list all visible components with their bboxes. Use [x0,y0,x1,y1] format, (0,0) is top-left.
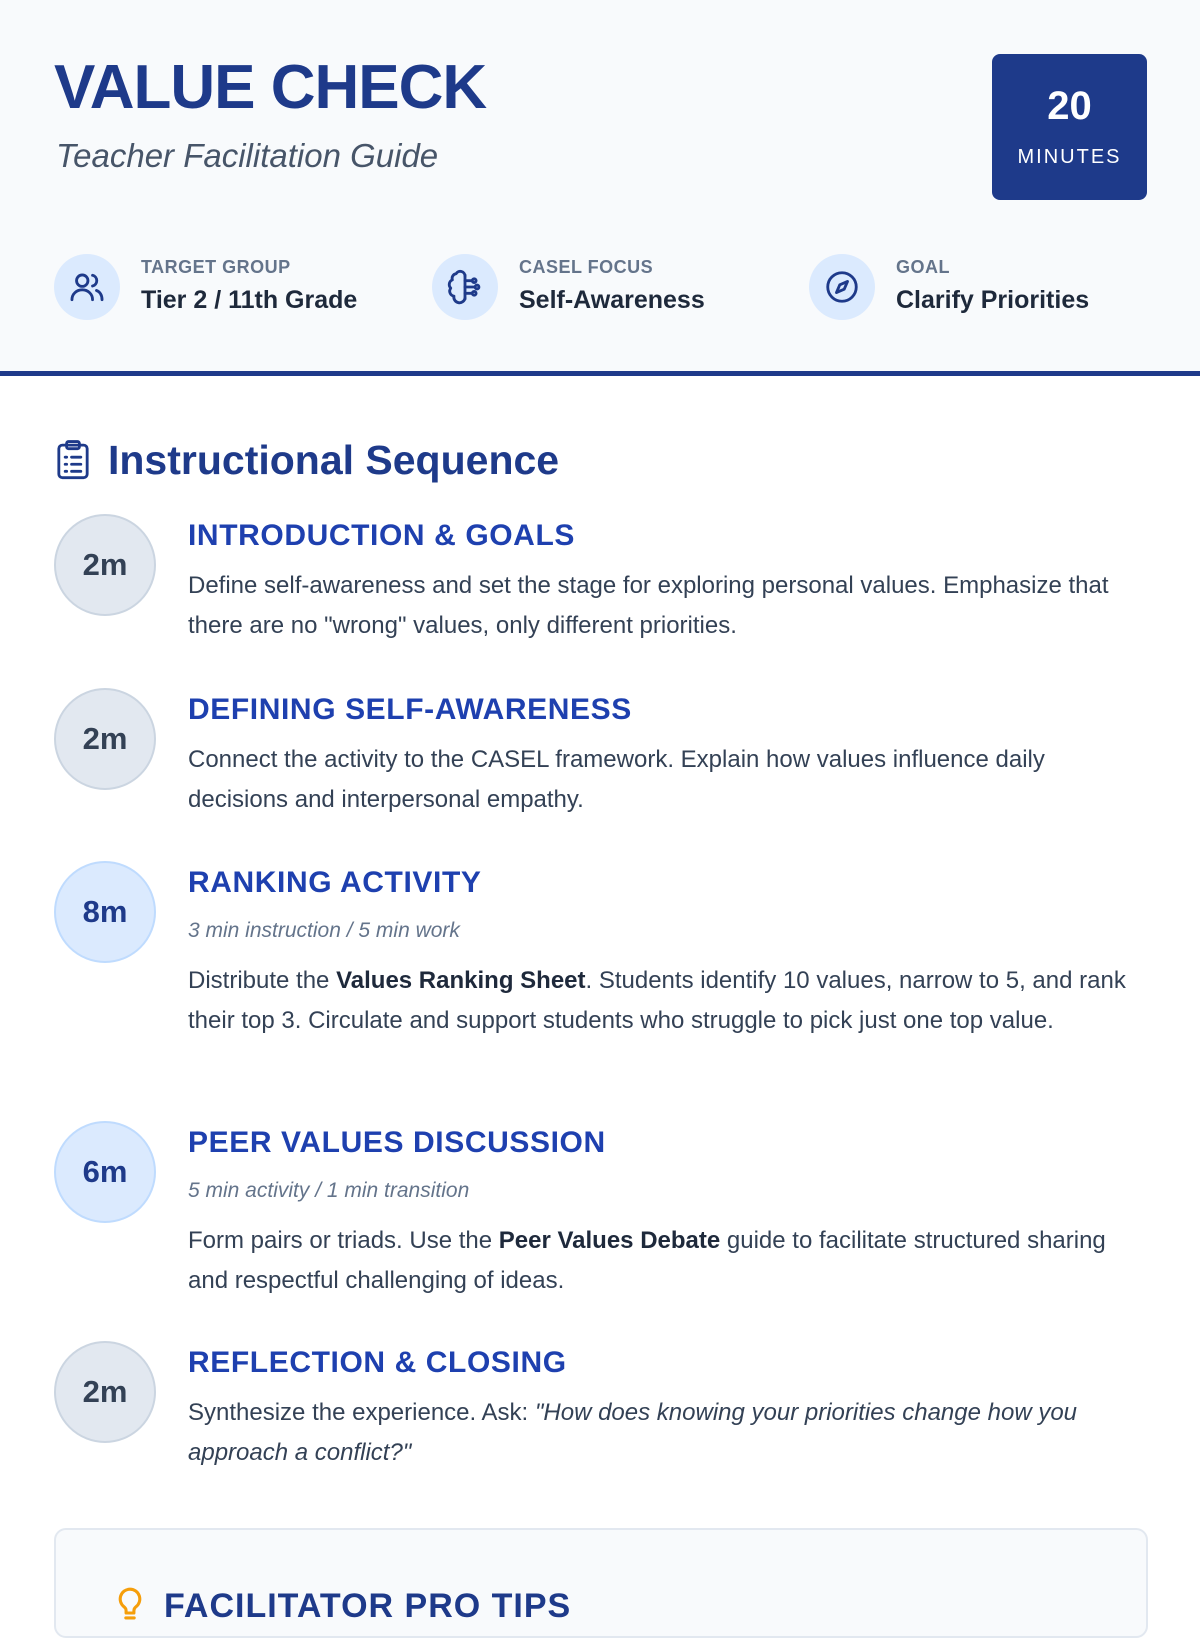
guide-header [0,0,1200,376]
section-title: Instructional Sequence [108,437,560,483]
page-subtitle: Teacher Facilitation Guide [56,137,439,174]
step-title: REFLECTION & CLOSING [188,1346,567,1379]
resource-name: Peer Values Debate [498,1227,721,1254]
resource-name: Values Ranking Sheet [336,967,586,994]
meta-goal [809,252,1139,322]
meta-target-group [54,252,384,322]
duration-number: 20 [1047,84,1092,128]
step-description: Connect the activity to the CASEL framework. Explain how values influence daily decisions and interpersonal empathy. [188,746,1045,813]
duration-unit: MINUTES [1017,146,1122,168]
step-time-badge: 2m [54,688,156,790]
meta-label: CASEL FOCUS [519,257,654,277]
sequence-step [54,514,1149,644]
step-description: Synthesize the experience. Ask: "How does knowing your priorities change how you approach a conflict?" [188,1399,1078,1466]
step-subtitle: 5 min activity / 1 min transition [188,1179,470,1202]
step-description: Form pairs or triads. Use the Peer Values Debate guide to facilitate structured sharing and respectful challenging of ideas. [188,1227,1106,1294]
meta-casel-focus [432,252,752,322]
sequence-step [54,1121,1149,1301]
sequence-step [54,688,1149,818]
meta-value: Clarify Priorities [896,286,1090,314]
brain-icon [432,254,498,320]
step-time-badge: 8m [54,861,156,963]
step-title: DEFINING SELF-AWARENESS [188,693,632,726]
page-title: VALUE CHECK [54,53,487,122]
step-time-badge: 6m [54,1121,156,1223]
step-title: INTRODUCTION & GOALS [188,519,575,552]
step-title: RANKING ACTIVITY [188,866,482,899]
duration-badge [992,54,1147,200]
step-description: Distribute the Values Ranking Sheet. Students identify 10 values, narrow to 5, and rank their top 3. Circulate and support students who struggle to pick just one top value. [188,967,1126,1034]
meta-label: GOAL [896,257,950,277]
meta-value: Tier 2 / 11th Grade [141,286,358,314]
meta-label: TARGET GROUP [141,257,291,277]
lightbulb-icon [116,1586,144,1626]
tips-title: FACILITATOR PRO TIPS [164,1587,572,1625]
step-description: Define self-awareness and set the stage for exploring personal values. Emphasize that there are no "wrong" values, only different priorities. [188,572,1109,639]
step-time-badge: 2m [54,514,156,616]
facilitator-tips-card [54,1528,1148,1638]
users-icon [54,254,120,320]
meta-value: Self-Awareness [519,286,705,314]
compass-icon [809,254,875,320]
sequence-step [54,861,1149,1081]
step-title: PEER VALUES DISCUSSION [188,1126,606,1159]
sequence-step [54,1341,1149,1481]
clipboard-list-icon [56,440,90,480]
step-time-badge: 2m [54,1341,156,1443]
step-subtitle: 3 min instruction / 5 min work [188,919,460,942]
reflection-question: "How does knowing your priorities change how you approach a conflict?" [188,1399,1078,1466]
